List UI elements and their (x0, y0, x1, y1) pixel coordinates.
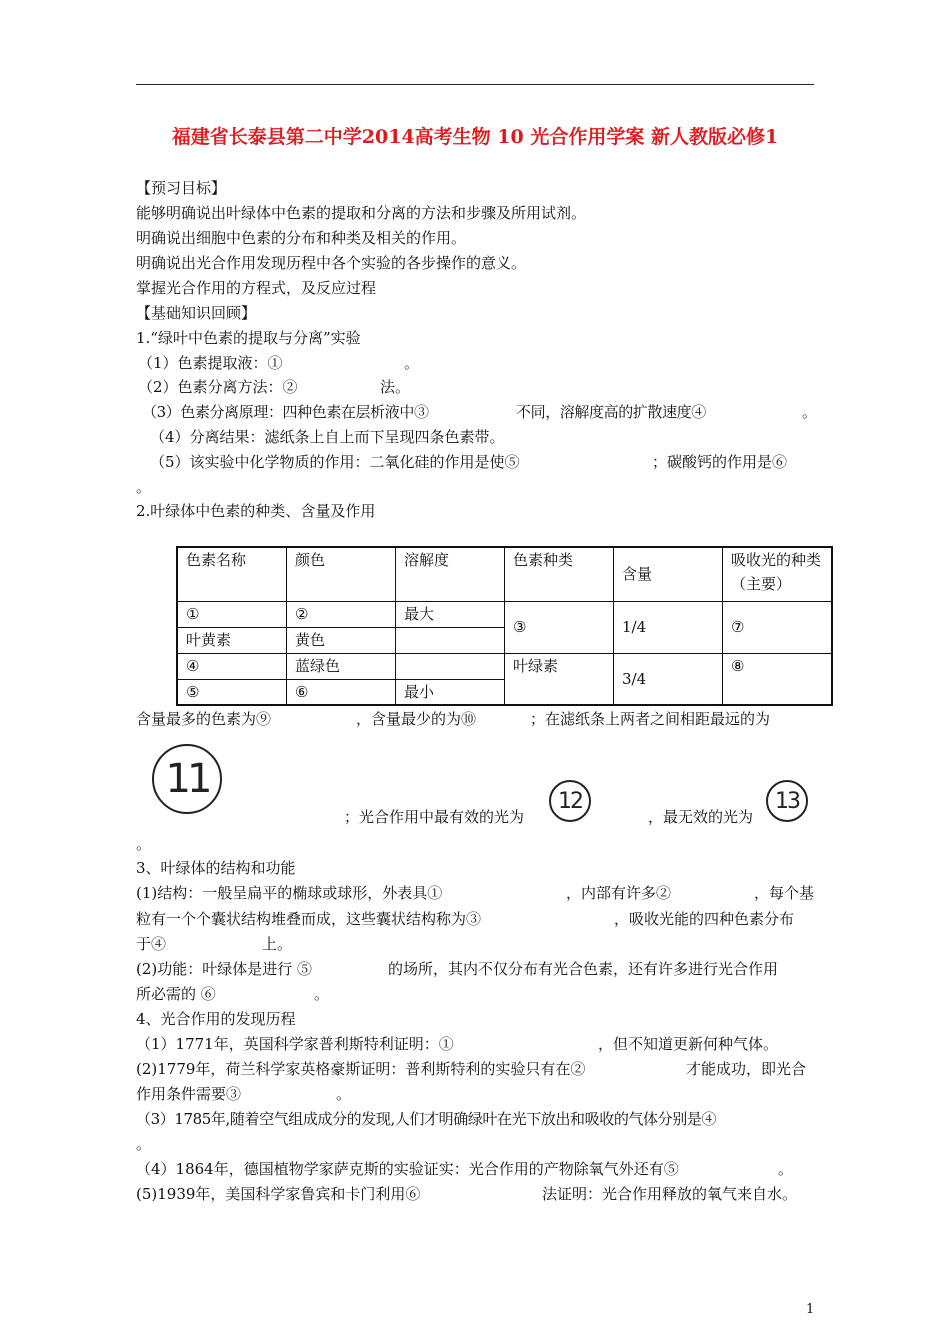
header-cell: 色素名称 (177, 547, 287, 601)
table-cell: 最大 (396, 601, 505, 627)
q1-c-mid: 不同，溶解度高的扩散速度④ (516, 403, 706, 421)
circled-number-13: 13 (766, 780, 808, 822)
goal-1: 能够明确说出叶绿体中色素的提取和分离的方法和步骤及所用试剂。 (136, 204, 587, 222)
q3-b-end: ，吸收光能的四种色素分布 (614, 910, 795, 928)
header-cell: 吸收光的种类（主要） (723, 547, 833, 601)
q3-d-end: 的场所，其内不仅分布有光合色素，还有许多进行光合作用 (388, 960, 779, 978)
q1-d: （4）分离结果：滤纸条上自上而下呈现四条色素带。 (150, 428, 505, 446)
q4-a: （1）1771年，英国科学家普利斯特利证明：① (136, 1035, 454, 1053)
q4-a-end: ，但不知道更新何种气体。 (598, 1035, 779, 1053)
q3-a: (1)结构：一般呈扁平的椭球或球形，外表具① (136, 884, 443, 902)
header-cell: 色素种类 (505, 547, 614, 601)
table-cell: ⑥ (287, 679, 396, 705)
table-cell: ⑦ (723, 601, 833, 653)
table-cell: 1/4 (614, 601, 723, 653)
question-4-heading: 4、光合作用的发现历程 (136, 1010, 296, 1028)
after-table-c: ；在滤纸条上两者之间相距最远的为 (530, 710, 771, 728)
q3-b: 粒有一个个囊状结构堆叠而成，这些囊状结构称为③ (136, 910, 482, 928)
table-cell: ⑧ (723, 653, 833, 705)
q1-e-mid: ；碳酸钙的作用是⑥ (652, 453, 788, 471)
page-title: 福建省长泰县第二中学2014高考生物 10 光合作用学案 新人教版必修1 (171, 126, 779, 148)
section-basic-review: 【基础知识回顾】 (136, 304, 257, 322)
q1-c: （3）色素分离原理：四种色素在层析液中③ (142, 403, 429, 421)
after-table-f: 。 (136, 835, 152, 853)
q4-e-end: 。 (778, 1160, 794, 1178)
goal-3: 明确说出光合作用发现历程中各个实验的各步操作的意义。 (136, 254, 527, 272)
page-number: 1 (806, 1302, 815, 1317)
q4-b: (2)1779年，荷兰科学家英格豪斯证明：普利斯特利的实验只有在② (136, 1060, 586, 1078)
table-cell (396, 627, 505, 653)
header-cell: 颜色 (287, 547, 396, 601)
after-table-d: ；光合作用中最有效的光为 (344, 808, 525, 826)
pigment-table (176, 546, 833, 706)
after-table-a: 含量最多的色素为⑨ (136, 710, 272, 728)
q4-f: (5)1939年，美国科学家鲁宾和卡门利用⑥ (136, 1185, 421, 1203)
header-cell: 含量 (614, 547, 723, 601)
table-cell: 叶黄素 (177, 627, 287, 653)
header-rule (136, 84, 814, 85)
q4-f-end: 法证明：光合作用释放的氧气来自水。 (542, 1185, 798, 1203)
header-cell: 溶解度 (396, 547, 505, 601)
after-table-e: ，最无效的光为 (648, 808, 754, 826)
table-cell: ⑤ (177, 679, 287, 705)
table-cell: 3/4 (614, 653, 723, 705)
table-cell (396, 653, 505, 679)
q3-c-end: 上。 (262, 935, 293, 953)
circled-number-11: 11 (152, 744, 222, 814)
q3-d: (2)功能：叶绿体是进行 ⑤ (136, 960, 313, 978)
after-table-b: ，含量最少的为⑩ (356, 710, 477, 728)
circled-number-12: 12 (549, 780, 591, 822)
q4-b-end: 才能成功，即光合 (686, 1060, 807, 1078)
q4-c-end: 。 (336, 1085, 352, 1103)
table-cell: 最小 (396, 679, 505, 705)
table-cell: 黄色 (287, 627, 396, 653)
q4-d: （3）1785年,随着空气组成成分的发现,人们才明确绿叶在光下放出和吸收的气体分别是④ (136, 1110, 717, 1128)
q4-e: （4）1864年，德国植物学家萨克斯的实验证实：光合作用的产物除氧气外还有⑤ (136, 1160, 679, 1178)
q3-c: 于④ (136, 935, 167, 953)
q1-a-end: 。 (404, 354, 420, 372)
table-row (177, 601, 832, 627)
q1-e-end: 。 (136, 478, 152, 496)
q1-e: （5）该实验中化学物质的作用：二氧化硅的作用是使⑤ (150, 453, 520, 471)
question-3-heading: 3、叶绿体的结构和功能 (136, 859, 296, 877)
table-cell: 叶绿素 (505, 653, 614, 705)
table-row (177, 653, 832, 679)
goal-4: 掌握光合作用的方程式，及反应过程 (136, 279, 377, 297)
q4-c: 作用条件需要③ (136, 1085, 242, 1103)
goal-2: 明确说出细胞中色素的分布和种类及相关的作用。 (136, 229, 467, 247)
q3-a-mid: ，内部有许多② (566, 884, 672, 902)
section-preview-goals: 【预习目标】 (136, 179, 227, 197)
q3-a-end: ，每个基 (754, 884, 815, 902)
q1-a: （1）色素提取液：① (138, 354, 283, 372)
q3-e: 所必需的 ⑥ (136, 985, 216, 1003)
question-1-heading: 1.“绿叶中色素的提取与分离”实验 (136, 329, 361, 347)
q1-b-end: 法。 (380, 378, 411, 396)
table-cell: ② (287, 601, 396, 627)
q4-d-end: 。 (136, 1135, 152, 1153)
question-2-heading: 2.叶绿体中色素的种类、含量及作用 (136, 502, 376, 520)
table-cell: 蓝绿色 (287, 653, 396, 679)
table-cell: ① (177, 601, 287, 627)
table-cell: ③ (505, 601, 614, 653)
table-cell: ④ (177, 653, 287, 679)
table-header-row (177, 547, 832, 601)
q3-e-end: 。 (314, 985, 330, 1003)
q1-b: （2）色素分离方法：② (138, 378, 298, 396)
q1-c-end: 。 (802, 403, 818, 421)
